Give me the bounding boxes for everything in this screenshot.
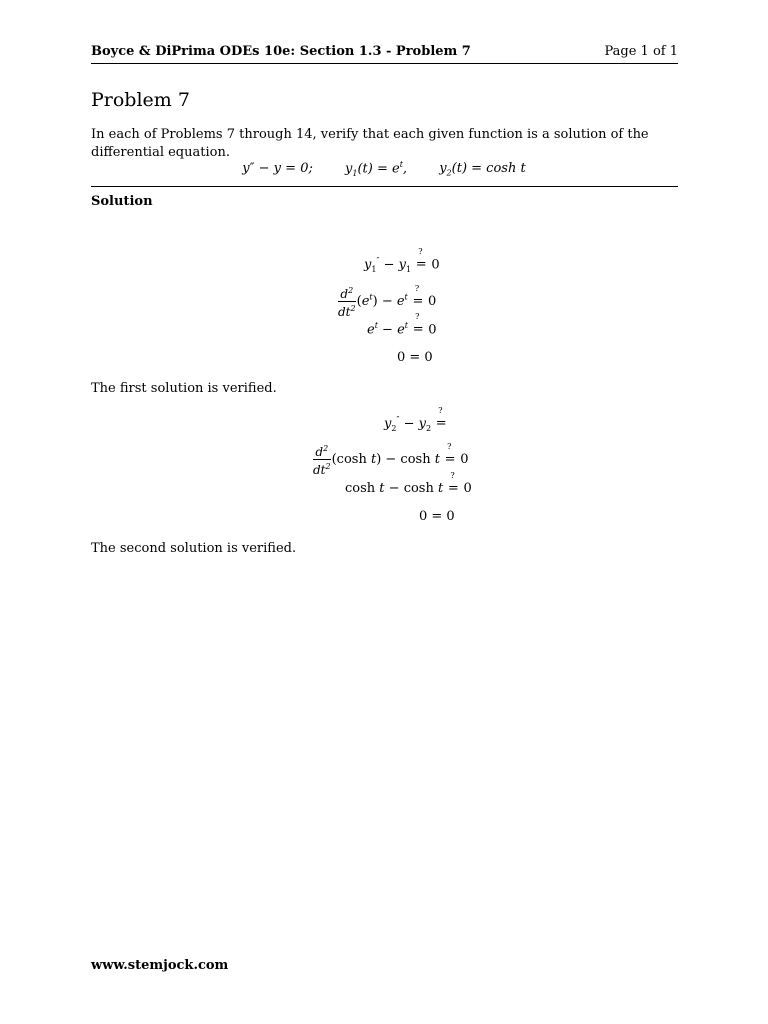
equation-2-line-3: cosh t − cosh t ? = 0 xyxy=(345,471,472,496)
running-header-page: Page 1 of 1 xyxy=(604,44,678,59)
running-header-title: Boyce & DiPrima ODEs 10e: Section 1.3 - Problem 7 xyxy=(91,44,471,59)
equation-1-line-2: $\frac{d^2}{dt^2}$ $(e^t) - e^t$ ? = 0 xyxy=(338,284,437,319)
problem-title: Problem 7 xyxy=(91,89,190,111)
given-y2: $y_2(t) = \cosh t$ xyxy=(439,161,526,178)
solution-heading: Solution xyxy=(91,194,153,209)
problem-statement: In each of Problems 7 through 14, verify that each given function is a solution of the differential equation. xyxy=(91,127,649,160)
footer-url[interactable]: www.stemjock.com xyxy=(91,958,229,973)
equation-2-line-4: 0 = 0 xyxy=(419,509,455,524)
equation-2-line-2: $\frac{d^2}{dt^2}$ (cosh t) − cosh t ? = 0 xyxy=(313,442,469,477)
section-rule xyxy=(91,186,678,187)
equation-2-line-1: $y_2'' - y_2$ ? = xyxy=(384,406,447,433)
first-conclusion: The first solution is verified. xyxy=(91,381,277,396)
header-rule xyxy=(91,63,678,64)
second-conclusion: The second solution is verified. xyxy=(91,541,297,556)
given-differential-equation: y″ − y = 0; xyxy=(242,161,313,177)
equation-1-line-4: 0 = 0 xyxy=(397,350,433,365)
given-y1: $y_1(t) = e^t$, xyxy=(344,160,408,178)
equation-1-line-1: $y_1'' - y_1$ ? = 0 xyxy=(364,247,440,274)
given-equations xyxy=(0,160,768,178)
equation-1-line-3: $e^t - e^t$ ? = 0 xyxy=(367,312,437,338)
